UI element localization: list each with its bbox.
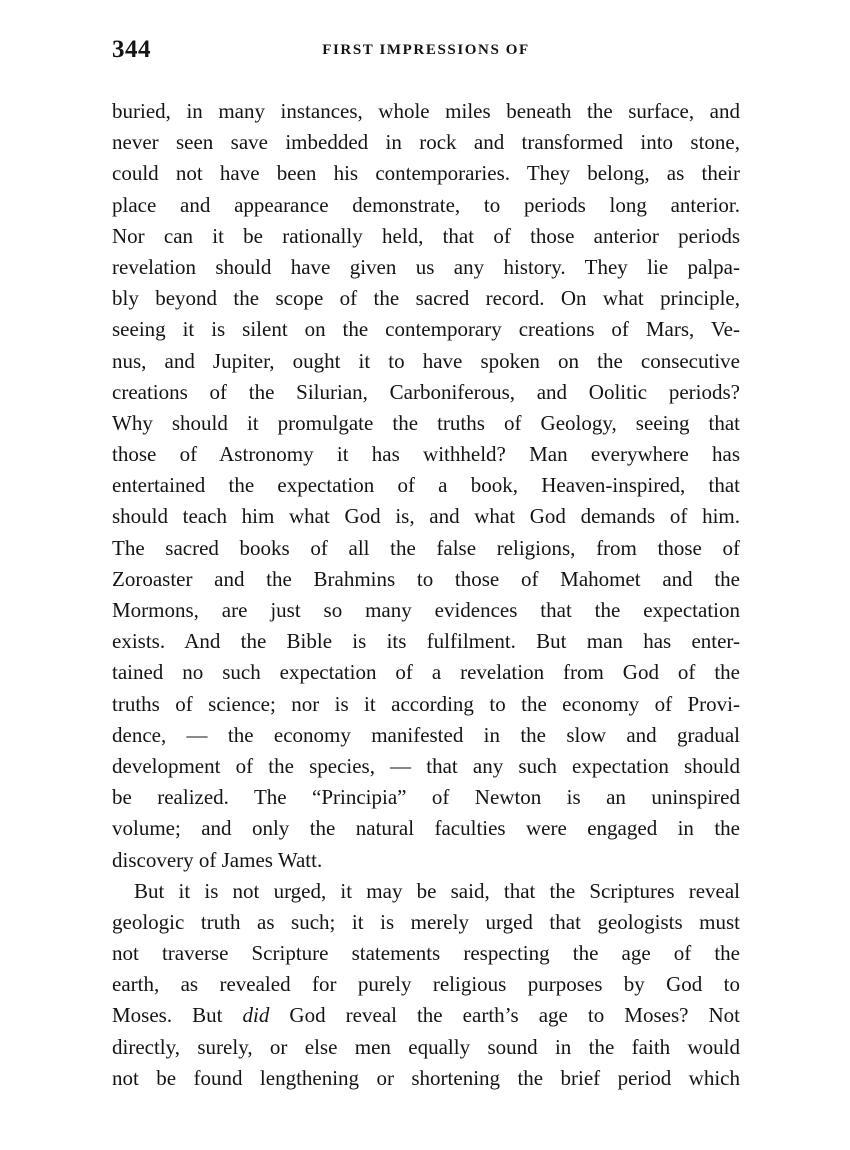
text-line: those of Astronomy it has withheld? Man everywhere has <box>112 442 740 467</box>
text-line: should teach him what God is, and what God demands of him. <box>112 504 740 529</box>
body-text <box>112 96 740 1094</box>
text-line: Nor can it be rationally held, that of those anterior periods <box>112 223 740 248</box>
text-line: tained no such expectation of a revelation from God of the <box>112 660 740 685</box>
page-number: 344 <box>112 36 151 63</box>
text-line: place and appearance demonstrate, to periods long anterior. <box>112 192 740 217</box>
text-line: directly, surely, or else men equally sound in the faith would <box>112 1034 740 1059</box>
text-line: geologic truth as such; it is merely urged that geologists must <box>112 909 740 934</box>
emphasis: did <box>242 1003 270 1028</box>
text-line: not traverse Scripture statements respecting the age of the <box>112 941 740 966</box>
running-head <box>112 36 740 70</box>
text-line: never seen save imbedded in rock and transformed into stone, <box>112 130 740 155</box>
text-line: nus, and Jupiter, ought it to have spoken on the consecutive <box>112 348 740 373</box>
text-line: development of the species, — that any such expectation should <box>112 753 740 778</box>
paragraph-1 <box>112 96 740 876</box>
text-line: revelation should have given us any history. They lie palpa- <box>112 254 740 279</box>
text-line: creations of the Silurian, Carboniferous, and Oolitic periods? <box>112 379 740 404</box>
text-line: Why should it promulgate the truths of Geology, seeing that <box>112 410 740 435</box>
text-line: seeing it is silent on the contemporary creations of Mars, Ve- <box>112 317 740 342</box>
paragraph-2 <box>112 876 740 1094</box>
text-line: discovery of James Watt. <box>112 847 323 872</box>
text-line: truths of science; nor is it according to the economy of Provi- <box>112 691 740 716</box>
text-line: dence, — the economy manifested in the slow and gradual <box>112 722 740 747</box>
text-line: buried, in many instances, whole miles beneath the surface, and <box>112 99 740 123</box>
text-line: exists. And the Bible is its fulfilment. But man has enter- <box>112 629 740 654</box>
text-line: be realized. The “Principia” of Newton is an uninspired <box>112 785 740 810</box>
text-line: The sacred books of all the false religions, from those of <box>112 535 740 560</box>
text-line: But it is not urged, it may be said, that the Scriptures reveal <box>134 878 740 903</box>
text-line: could not have been his contemporaries. They belong, as their <box>112 161 740 186</box>
text-line-with-italic: Moses. But did God reveal the earth’s age to Moses? Not <box>112 1003 740 1028</box>
text-line: bly beyond the scope of the sacred record. On what principle, <box>112 286 740 311</box>
text-line: entertained the expectation of a book, Heaven-inspired, that <box>112 473 740 498</box>
text-line: not be found lengthening or shortening the brief period which <box>112 1065 740 1090</box>
running-title: FIRST IMPRESSIONS OF <box>322 42 530 58</box>
text-line: earth, as revealed for purely religious purposes by God to <box>112 972 740 997</box>
text-line: Mormons, are just so many evidences that the expectation <box>112 598 740 622</box>
text-line: volume; and only the natural faculties were engaged in the <box>112 816 740 841</box>
text-line: Zoroaster and the Brahmins to those of Mahomet and the <box>112 566 740 591</box>
